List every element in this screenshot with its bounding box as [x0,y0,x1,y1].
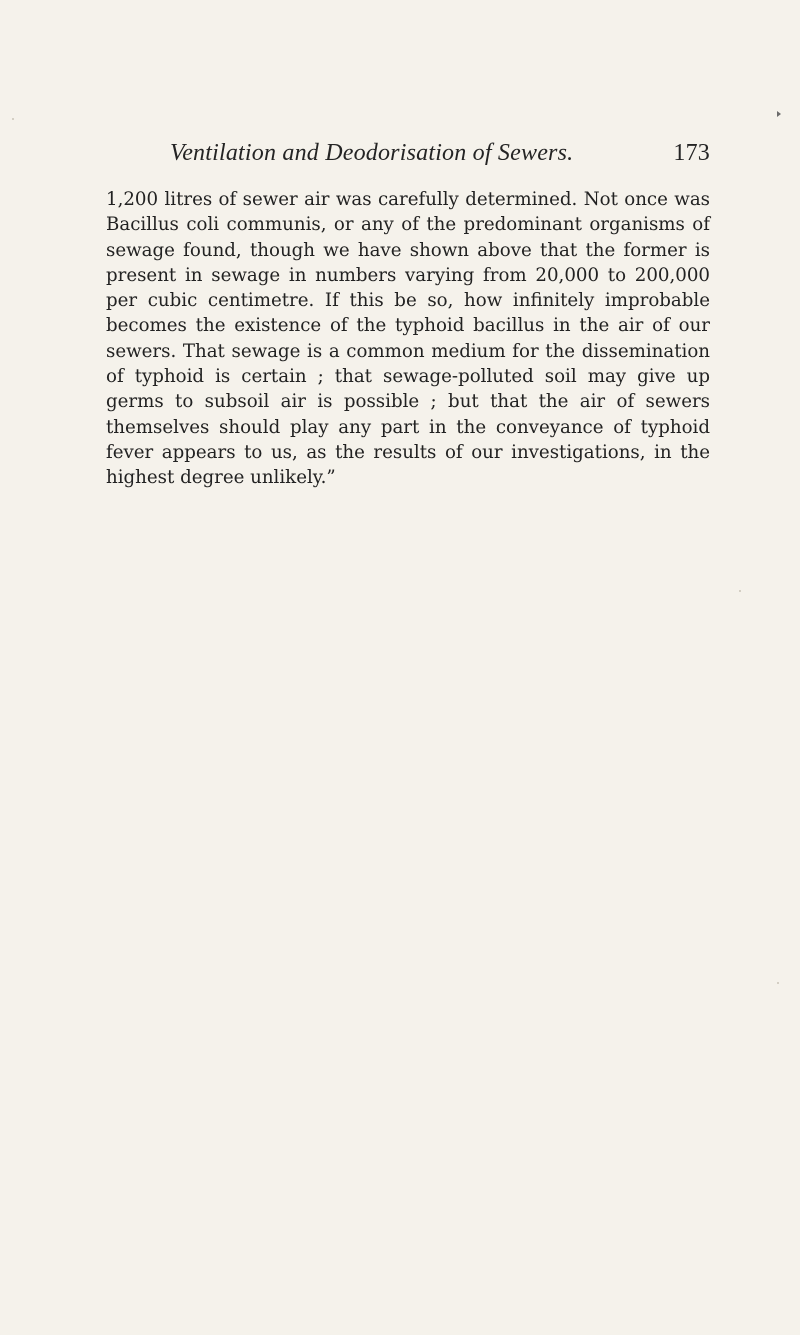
scan-speck [739,590,741,592]
page-number: 173 [673,140,710,166]
running-head-title: Ventilation and Deodorisation of Sewers. [170,140,574,166]
scan-speck [12,118,14,120]
margin-mark [777,111,781,117]
scan-speck [777,982,779,984]
body-paragraph: 1,200 litres of sewer air was carefully determined. Not once was Bacillus coli communis, or any of the predominant organisms of sewage found, though we have shown above that the former is present in sewage in numbers varying from 20,000 to 200,000 per cubic centimetre. If this be so, how infinitely improbable becomes the existence of the typhoid bacillus in the air of our sewers. That sewage is a common medium for the dissemination of typhoid is certain ; that sewage-polluted soil may give up germs to subsoil air is possible ; but that the air of sewers themselves should play any part in the conveyance of typhoid fever appears to us, as the results of our investigations, in the highest degree unlikely.” [106,189,710,489]
running-head [170,140,710,170]
